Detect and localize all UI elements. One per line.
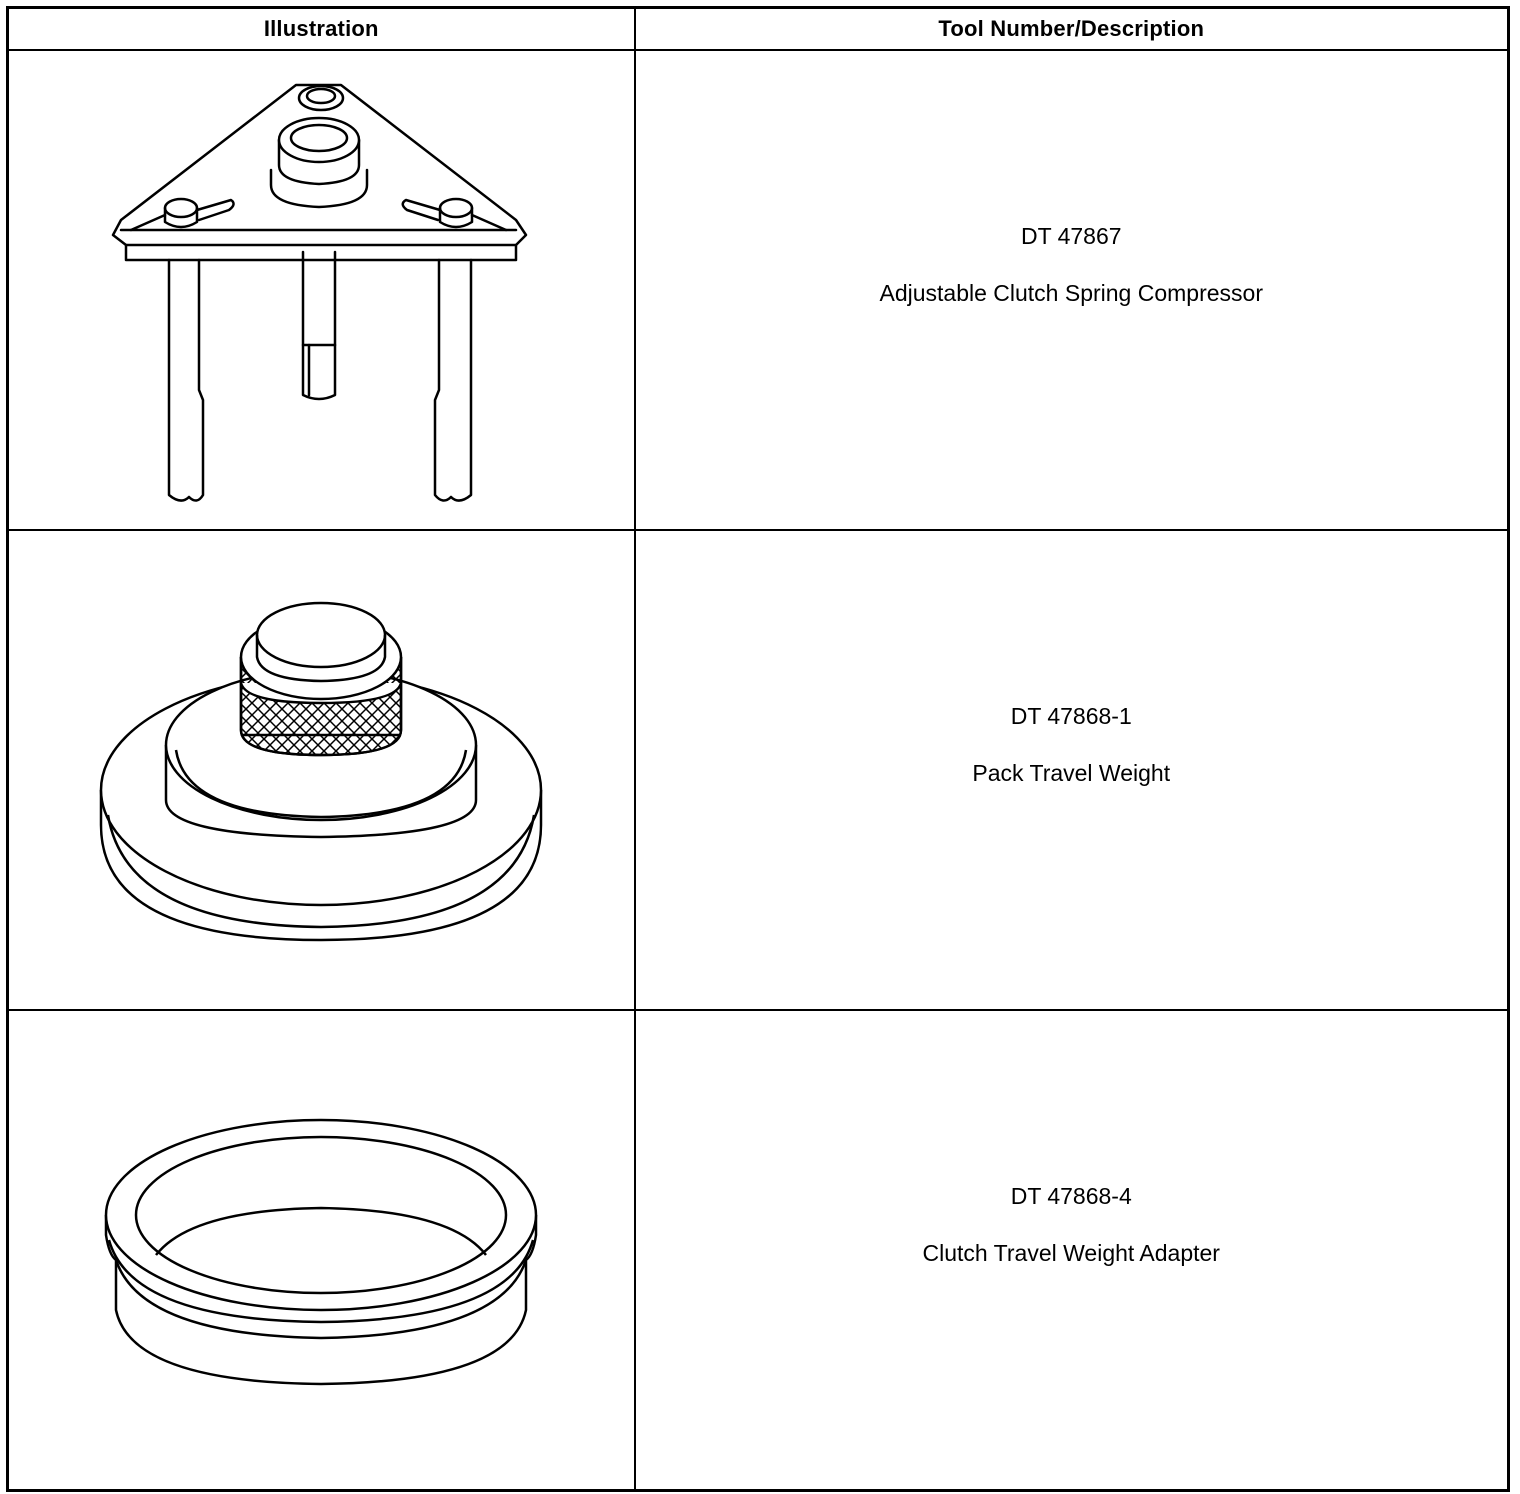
- clutch-travel-weight-adapter-illustration: [101, 1110, 541, 1390]
- table-header-row: [8, 8, 1509, 51]
- illustration-cell: [8, 530, 635, 1010]
- description-cell: [635, 50, 1509, 530]
- illustration-cell: [8, 1010, 635, 1491]
- tool-number: DT 47868-4: [1010, 1183, 1132, 1209]
- description-cell: [635, 530, 1509, 1010]
- tool-column-header: Tool Number/Description: [635, 8, 1509, 51]
- table-row: [8, 1010, 1509, 1491]
- tool-description: Pack Travel Weight: [972, 760, 1171, 786]
- special-tools-table: [6, 6, 1510, 1492]
- tool-description: Adjustable Clutch Spring Compressor: [879, 280, 1263, 306]
- tool-number: DT 47867: [1020, 223, 1122, 249]
- pack-travel-weight-illustration: [96, 595, 546, 945]
- illustration-column-header: Illustration: [8, 8, 635, 51]
- tool-number: DT 47868-1: [1010, 703, 1132, 729]
- tool-description: Clutch Travel Weight Adapter: [922, 1240, 1220, 1266]
- description-cell: [635, 1010, 1509, 1491]
- table-row: [8, 530, 1509, 1010]
- illustration-cell: [8, 50, 635, 530]
- adjustable-clutch-spring-compressor-illustration: [101, 70, 541, 510]
- table-row: [8, 50, 1509, 530]
